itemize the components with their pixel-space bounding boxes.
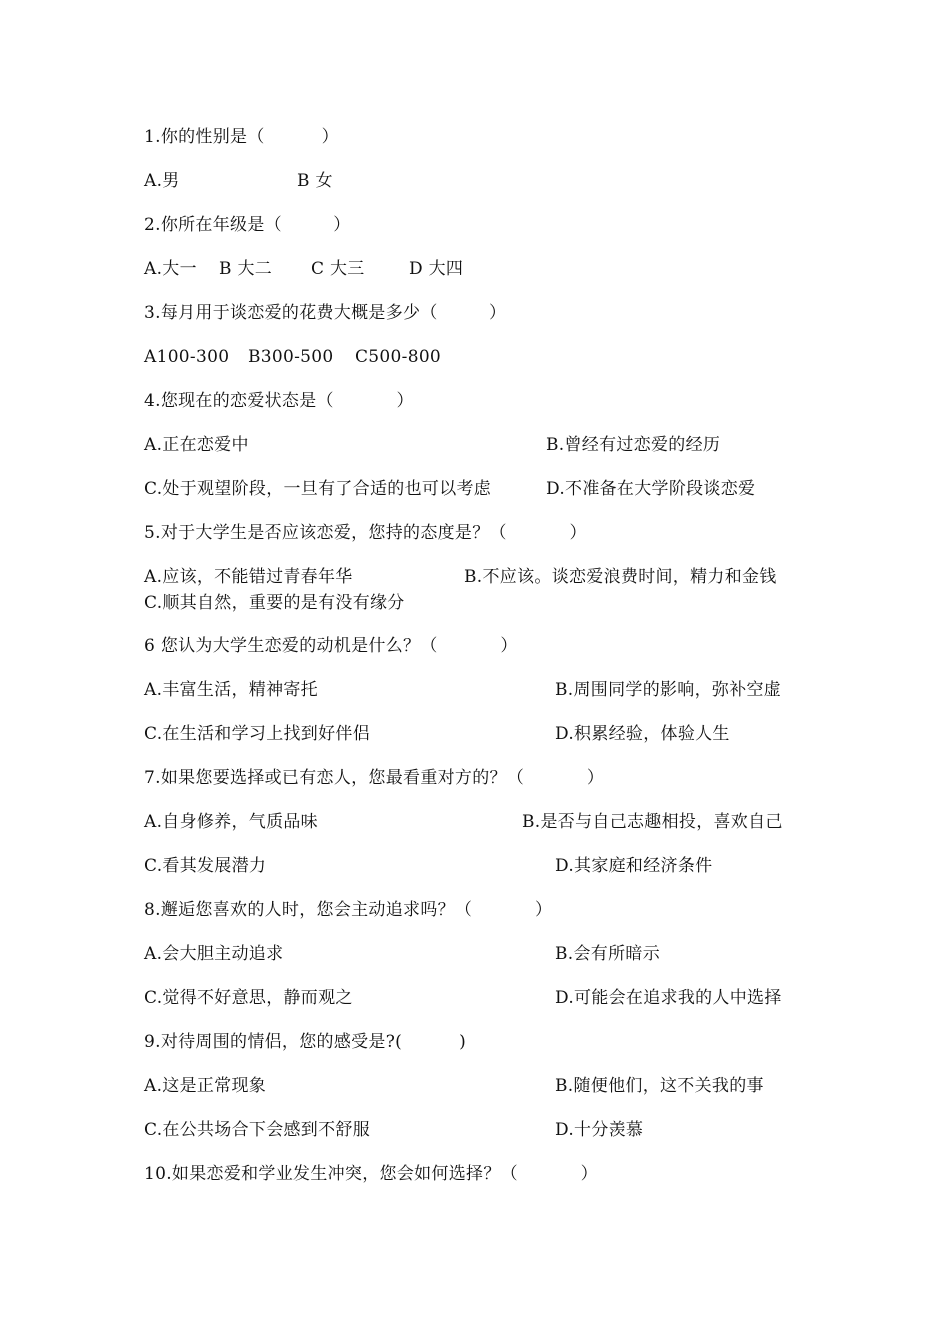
question-7-option-a: A.自身修养，气质品味 — [144, 812, 318, 832]
question-4-option-c: C.处于观望阶段，一旦有了合适的也可以考虑 — [144, 479, 492, 499]
question-2-option-d: D 大四 — [409, 259, 464, 279]
question-6-option-d: D.积累经验，体验人生 — [555, 724, 730, 744]
question-6-option-b: B.周围同学的影响，弥补空虚 — [555, 680, 782, 700]
question-5-option-b: B.不应该。谈恋爱浪费时间，精力和金钱 — [464, 567, 777, 587]
question-7-option-b: B.是否与自己志趣相投，喜欢自己 — [522, 812, 783, 832]
question-6-option-a: A.丰富生活，精神寄托 — [144, 680, 318, 700]
question-9-stem: 9.对待周围的情侣，您的感受是?( ) — [144, 1032, 467, 1052]
question-8-stem: 8.邂逅您喜欢的人时，您会主动追求吗？（ ） — [144, 900, 553, 920]
question-4-option-b: B.曾经有过恋爱的经历 — [546, 435, 721, 455]
question-6-stem: 6 您认为大学生恋爱的动机是什么？（ ） — [144, 636, 518, 656]
question-2-stem: 2.你所在年级是（ ） — [144, 215, 351, 235]
question-4-option-a: A.正在恋爱中 — [144, 435, 249, 455]
question-4-stem: 4.您现在的恋爱状态是（ ） — [144, 391, 414, 411]
question-7-option-c: C.看其发展潜力 — [144, 856, 267, 876]
question-3-option-c: C500-800 — [355, 347, 442, 367]
question-2-option-b: B 大二 — [219, 259, 273, 279]
question-5-stem: 5.对于大学生是否应该恋爱，您持的态度是？（ ） — [144, 523, 587, 543]
question-9-option-a: A.这是正常现象 — [144, 1076, 267, 1096]
question-8-option-b: B.会有所暗示 — [555, 944, 660, 964]
question-3-option-b: B300-500 — [248, 347, 334, 367]
question-2-option-a: A.大一 — [144, 259, 197, 279]
question-7-option-d: D.其家庭和经济条件 — [555, 856, 713, 876]
question-5-option-c: C.顺其自然，重要的是有没有缘分 — [144, 593, 405, 613]
question-5-option-a: A.应该，不能错过青春年华 — [144, 567, 353, 587]
question-9-option-c: C.在公共场合下会感到不舒服 — [144, 1120, 371, 1140]
question-2-option-c: C 大三 — [311, 259, 365, 279]
question-4-option-d: D.不准备在大学阶段谈恋爱 — [546, 479, 756, 499]
question-10-stem: 10.如果恋爱和学业发生冲突，您会如何选择？（ ） — [144, 1164, 598, 1184]
question-1-option-a: A.男 — [144, 171, 180, 191]
question-9-option-d: D.十分羡慕 — [555, 1120, 644, 1140]
question-1-option-b: B 女 — [297, 171, 333, 191]
question-7-stem: 7.如果您要选择或已有恋人，您最看重对方的？（ ） — [144, 768, 605, 788]
question-3-stem: 3.每月用于谈恋爱的花费大概是多少（ ） — [144, 303, 507, 323]
question-8-option-d: D.可能会在追求我的人中选择 — [555, 988, 782, 1008]
question-9-option-b: B.随便他们，这不关我的事 — [555, 1076, 764, 1096]
question-8-option-a: A.会大胆主动追求 — [144, 944, 284, 964]
question-6-option-c: C.在生活和学习上找到好伴侣 — [144, 724, 371, 744]
question-1-stem: 1.你的性别是（ ） — [144, 127, 339, 147]
question-8-option-c: C.觉得不好意思，静而观之 — [144, 988, 353, 1008]
question-3-option-a: A100-300 — [144, 347, 230, 367]
